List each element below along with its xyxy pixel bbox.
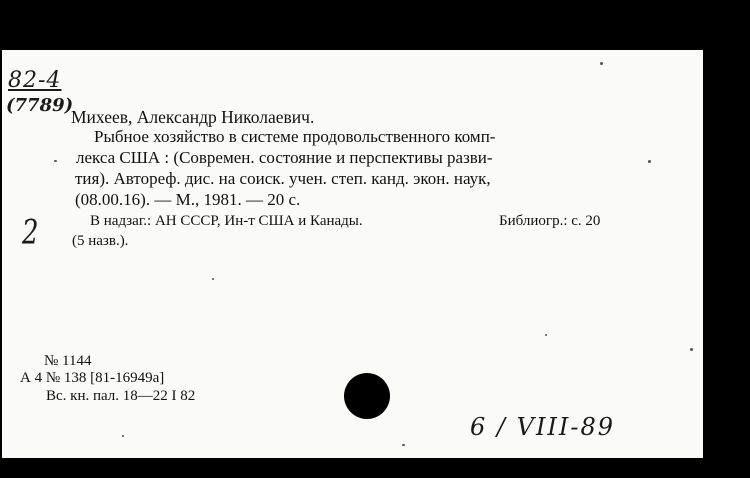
footer-line-2: А 4 № 138 [81-16949а] <box>20 370 165 386</box>
scan-speck <box>122 435 124 437</box>
footer-line-1: № 1144 <box>44 353 92 369</box>
title-line-1: Рыбное хозяйство в системе продовольственного комп- <box>94 127 496 146</box>
title-line-3: тия). Автореф. дис. на соиск. учен. степ. канд. экон. наук, <box>75 169 491 188</box>
note-line: В надзаг.: АН СССР, Ин-т США и Канады. <box>90 213 363 229</box>
scan-speck <box>402 444 405 446</box>
scan-speck <box>690 348 693 351</box>
handwritten-mark: 2 <box>22 213 39 253</box>
handwritten-shelf-mark: 82-4 <box>8 68 62 93</box>
scan-speck <box>545 334 547 336</box>
scan-speck <box>54 160 57 162</box>
author-heading: Михеев, Александр Николаевич. <box>71 107 315 127</box>
scan-speck <box>212 278 214 280</box>
bibliography-note: Библиогр.: с. 20 <box>499 213 601 229</box>
catalog-card <box>2 50 703 458</box>
handwritten-accession-number: (7789) <box>6 95 74 116</box>
title-line-4: (08.00.16). — М., 1981. — 20 с. <box>75 190 301 209</box>
scan-speck <box>600 62 603 65</box>
punch-hole <box>344 373 390 419</box>
bibliography-count: (5 назв.). <box>72 233 129 249</box>
footer-line-3: Вс. кн. пал. 18—22 I 82 <box>46 388 196 404</box>
scan-speck <box>648 160 651 163</box>
handwritten-date: 6 / VIII-89 <box>470 413 616 441</box>
title-line-2: лекса США : (Современ. состояние и перспективы разви- <box>76 148 493 167</box>
